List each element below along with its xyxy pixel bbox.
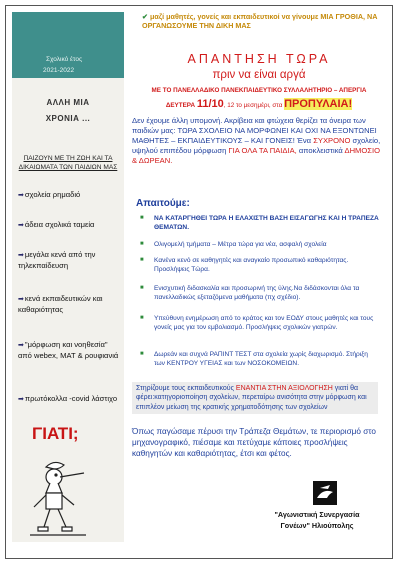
list-item: ➡πρωτόκολλα -covid λάστιχο: [18, 394, 118, 403]
strike-date-line: ΔΕΥΤΕΡΑ 11/10, 12 το μεσημέρι, στα ΠΡΟΠΥΛΑΙΑ!: [165, 98, 353, 110]
list-item: ➡"μόρφωση και νοηθεσία" από webex, MAT & ρουφιανιά: [18, 340, 119, 360]
association-logo-icon: [312, 480, 338, 506]
school-year-label: Σχολικό έτος: [46, 56, 83, 63]
demands-heading: Απαιτούμε:: [136, 198, 190, 209]
school-year-value: 2021-2022: [43, 67, 75, 74]
headline-subtitle: πριν να είναι αργά: [212, 69, 306, 81]
sidebar: [12, 12, 124, 542]
square-bullet-icon: ■: [140, 241, 144, 247]
list-item: ➡σχολεία ρημαδιό: [18, 190, 81, 199]
organization-name-line1: "Αγωνιστική Συνεργασία: [274, 510, 360, 519]
arrow-bullet-icon: ➡: [18, 396, 24, 403]
checkmark-icon: ✔: [142, 12, 149, 21]
school-year-box: [12, 12, 124, 78]
why-heading: ΓΙΑΤΙ;: [32, 424, 79, 443]
square-bullet-icon: ■: [140, 285, 144, 291]
square-bullet-icon: ■: [140, 351, 144, 357]
closing-paragraph: Όπως παγώσαμε πέρυσι την Τράπεζα Θεμάτων, τε περιορισμό στο μηχανογραφικό, πιέσαμε και πετύχαμε κάποιες προσλήψεις καθηγητών και καθαριότητας, έτσι και φέτος.: [132, 427, 376, 458]
square-bullet-icon: ■: [140, 257, 144, 263]
arrow-bullet-icon: ➡: [18, 342, 24, 349]
arrow-bullet-icon: ➡: [18, 252, 24, 259]
list-item: ➡μεγάλα κενά από την τηλεκπαίδευση: [18, 250, 96, 270]
arrow-bullet-icon: ➡: [18, 192, 24, 199]
arrow-bullet-icon: ➡: [18, 296, 24, 303]
strike-announcement: ΜΕ ΤΟ ΠΑΝΕΛΛΑΔΙΚΟ ΠΑΝΕΚΠΑΙΔΕΥΤΙΚΟ ΣΥΛΛΑΛΗΤΗΡΙΟ – ΑΠΕΡΓΙΑ: [151, 87, 367, 94]
main-content: ✔ μαζί μαθητές, γονείς και εκπαιδευτικοί να γίνουμε ΜΙΑ ΓΡΟΘΙΑ, ΝΑ ΟΡΓΑΝΩΣΟΥΜΕ ΤΗΝ ΔΙΚΗ ΜΑΣ ΑΠΑΝΤΗΣΗ ΤΩΡΑ πριν να είναι αργά ΜΕ ΤΟ ΠΑΝΕΛΛΑΔΙΚΟ ΠΑΝΕΚΠΑΙΔΕΥΤΙΚΟ ΣΥΛΛΑΛΗΤΗΡΙΟ – ΑΠΕΡΓΙΑ ΔΕΥΤΕΡΑ 11/10, 12 το μεσημέρι, στα ΠΡΟΠΥΛΑΙΑ! Δεν έχουμε άλλη υπομονή. Ακρίβεια και φτώχεια θερίζει τα όνειρα των παιδιών μας: ΤΩΡΑ ΣΧΟΛΕΙΟ ΝΑ ΜΟΡΦΩΝΕΙ ΚΑΙ ΟΧΙ ΝΑ ΕΞΟΝΤΩΝΕΙ ΜΑΘΗΤΕΣ – ΕΚΠΑΙΔΕΥΤΙΚΟΥΣ – ΚΑΙ ΓΟΝΕΙΣ! Ένα ΣΥΧΡΟΝΟ σχολείο, υψηλού επιπέδου μόρφωση ΓΙΑ ΟΛΑ ΤΑ ΠΑΙΔΙΑ, αποκλειστικά ΔΗΜΟΣΙΟ & ΔΩΡΕΑΝ. Απαιτούμε: ■ ΝΑ ΚΑΤΑΡΓΗΘΕΙ ΤΩΡΑ Η ΕΛΑΧΙΣΤΗ ΒΑΣΗ ΕΙΣΑΓΩΓΗΣ ΚΑΙ Η ΤΡΑΠΕΖΑ ΘΕΜΑΤΩΝ. ■ Ολιγομελή τμήματα – Μέτρα τώρα για νέα, ασφαλή σχολεία ■ Κανένα κενό σε καθηγητές και αναγκαίο προσωπικό καθαριότητας. Προσλήψεις Τώρα. ■ Ενισχυτική διδασκαλία και προσωρινή της ύλης.Να διδάσκονται όλα τα πανελλαδικώς εξεταζόμενα μαθήματα (πχ σχέδιο). ■ Υπεύθυνη ενημέρωση από το κράτος και τον ΕΟΔΥ στους μαθητές και τους γονείς μας για τον εμβολιασμό. Προσλήψεις σχολικών γιατρών. ■ Δωρεάν και συχνά ΡΑΠΙΝΤ ΤΕΣΤ στα σχολεία χωρίς διαχωρισμό. Στήριξη των ΚΕΝΤΡΟΥ ΥΓΕΙΑΣ και των ΝΟΣΟΚΟΜΕΙΩΝ. Στηρίζουμε τους εκπαιδευτικούς ΕΝΑΝΤΙΑ ΣΤΗΝ ΑΞΙΟΛΟΓΗΣΗ γιατί θα φέρει:κατηγοριοποίηση σχολείων, περεταίρω ανισότητα στην μόρφωση και επιπλέον μείωση της κρατικής χρηματοδότησης των σχολείων Όπως παγώσαμε πέρυσι την Τράπεζα Θεμάτων, τε περιορισμό στο μηχανογραφικό, πιέσαμε και πετύχαμε κάποιες προσλήψεις καθηγητών και καθαριότητας, έτσι και φέτος. "Αγωνιστική Συνεργασία Γονέων" Ηλιούπολης: [132, 12, 386, 542]
organization-name-line2: Γονέων" Ηλιούπολης: [280, 521, 354, 530]
pinocchio-icon: [26, 457, 90, 539]
sidebar-title-line1: ΑΛΛΗ ΜΙΑ: [46, 98, 90, 107]
headline: ΑΠΑΝΤΗΣΗ ΤΩΡΑ: [187, 52, 331, 66]
square-bullet-icon: ■: [140, 315, 144, 321]
list-item: ➡κενά εκπαιδευτικών και καθαριότητας: [18, 294, 103, 314]
square-bullet-icon: ■: [140, 215, 144, 221]
support-paragraph: Στηρίζουμε τους εκπαιδευτικούς ΕΝΑΝΤΙΑ ΣΤΗΝ ΑΞΙΟΛΟΓΗΣΗ γιατί θα φέρει:κατηγοριοποίηση σχολείων, περεταίρω ανισότητα στην μόρφωση και επιπλέον μείωση της κρατικής χρηματοδότησης των σχολείων: [132, 382, 378, 414]
sidebar-title-line2: ΧΡΟΝΙΑ ...: [45, 114, 91, 123]
intro-text: ✔ μαζί μαθητές, γονείς και εκπαιδευτικοί να γίνουμε ΜΙΑ ΓΡΟΘΙΑ, ΝΑ ΟΡΓΑΝΩΣΟΥΜΕ ΤΗΝ ΔΙΚΗ ΜΑΣ: [142, 12, 378, 30]
arrow-bullet-icon: ➡: [18, 222, 24, 229]
sidebar-subtitle: ΠΑΙΖΟΥΝ ΜΕ ΤΗ ΖΩΗ ΚΑΙ ΤΑ ΔΙΚΑΙΩΜΑΤΑ ΤΩΝ ΠΑΙΔΙΩΝ ΜΑΣ: [18, 155, 118, 171]
list-item: ➡άδεια σχολικά ταμεία: [18, 220, 95, 229]
intro-paragraph: Δεν έχουμε άλλη υπομονή. Ακρίβεια και φτώχεια θερίζει τα όνειρα των παιδιών μας: ΤΩΡΑ ΣΧΟΛΕΙΟ ΝΑ ΜΟΡΦΩΝΕΙ ΚΑΙ ΟΧΙ ΝΑ ΕΞΟΝΤΩΝΕΙ ΜΑΘΗΤΕΣ – ΕΚΠΑΙΔΕΥΤΙΚΟΥΣ – ΚΑΙ ΓΟΝΕΙΣ! Ένα ΣΥΧΡΟΝΟ σχολείο, υψηλού επιπέδου μόρφωση ΓΙΑ ΟΛΑ ΤΑ ΠΑΙΔΙΑ, αποκλειστικά ΔΗΜΟΣΙΟ & ΔΩΡΕΑΝ.: [132, 116, 381, 165]
